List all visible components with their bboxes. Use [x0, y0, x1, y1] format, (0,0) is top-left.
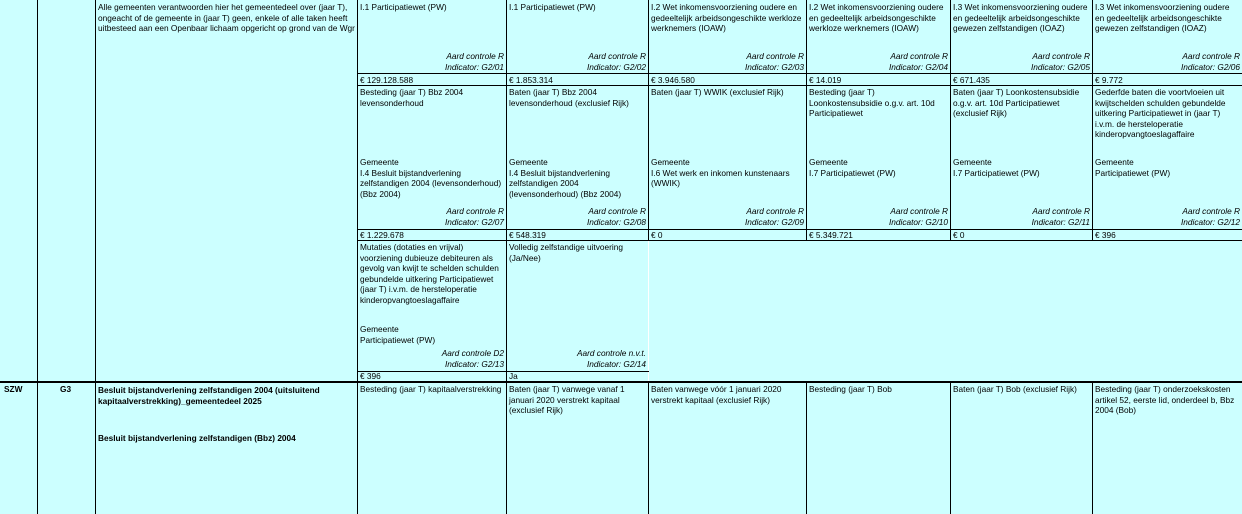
- r1-c4: I.2 Wet inkomensvoorziening oudere en gedeeltelijk arbeidsongeschikte werkloze werknemers (IOAW) Aard controle R Indicator: G2/04: [809, 2, 948, 72]
- r3-amount-1: € 396: [358, 372, 506, 381]
- r1-amount-2: € 1.853.314: [507, 74, 648, 85]
- r2-c4: Besteding (jaar T) Loonkostensubsidie o.g.v. art. 10d Participatiewet Gemeente I.7 Participatiewet (PW) Aard controle R Indicator: G2/10: [809, 87, 948, 227]
- r2-amount-1: € 1.229.678: [358, 230, 506, 240]
- grid-line: [357, 0, 358, 514]
- grid-line: [357, 73, 1242, 74]
- r2-amount-2: € 548.319: [507, 230, 648, 240]
- r1-c6: I.3 Wet inkomensvoorziening oudere en gedeeltelijk arbeidsongeschikte gewezen zelfstandigen (IOAZ) Aard controle R Indicator: G2/06: [1095, 2, 1240, 72]
- r2-amount-3: € 0: [649, 230, 806, 240]
- grid-line: [357, 371, 649, 372]
- r2-amount-5: € 0: [951, 230, 1092, 240]
- grid-line: [648, 383, 649, 514]
- b-c6: Besteding (jaar T) onderzoekskosten artikel 52, eerste lid, onderdeel b, Bbz 2004 (Bob): [1093, 383, 1242, 514]
- grid-line: [37, 0, 38, 514]
- code-cell-top: [38, 0, 95, 381]
- grid-line: [95, 0, 96, 514]
- dept-cell: SZW: [0, 383, 37, 514]
- r1-amount-3: € 3.946.580: [649, 74, 806, 85]
- b-c1: Besteding (jaar T) kapitaalverstrekking: [358, 383, 506, 514]
- r2-c1: Besteding (jaar T) Bbz 2004 levensonderhoud Gemeente I.4 Besluit bijstandverlening zelfstandigen 2004 (levensonderhoud) (Bbz 2004) Aard controle R Indicator: G2/07: [360, 87, 504, 227]
- r1-c3: I.2 Wet inkomensvoorziening oudere en gedeeltelijk arbeidsongeschikte werkloze werknemers (IOAW) Aard controle R Indicator: G2/03: [651, 2, 804, 72]
- grid-line: [506, 0, 507, 514]
- grid-line: [950, 0, 951, 241]
- description-text: Alle gemeenten verantwoorden hier het gemeentedeel over (jaar T), ongeacht of de gemeente in (jaar T) geen, enkele of alle taken heeft uitbesteed aan een Openbaar lichaam opgericht op grond van de Wgr: [98, 2, 355, 34]
- grid-line: [806, 0, 807, 241]
- grid-line: [357, 240, 1242, 241]
- r1-c1: I.1 Participatiewet (PW) Aard controle R Indicator: G2/01: [360, 2, 504, 72]
- r3-c2: Volledig zelfstandige uitvoering (Ja/Nee) Aard controle n.v.t. Indicator: G2/14: [509, 242, 646, 369]
- regulation-title-cell: Besluit bijstandverlening zelfstandigen 2004 (uitsluitend kapitaalverstrekking)_gemeentedeel 2025 Besluit bijstandverlening zelfstandigen (Bbz) 2004: [96, 383, 357, 514]
- grid-line: [1092, 383, 1093, 514]
- r2-c6: Gederfde baten die voortvloeien uit kwijtschelden schulden gebundelde uitkering Participatiewet in (jaar T) i.v.m. de hersteloperatie kinderopvangtoeslagaffaire Gemeente Participatiewet (PW) Aard controle R Indicator: G2/12: [1095, 87, 1240, 227]
- dept-cell-top: [0, 0, 37, 381]
- r2-c5: Baten (jaar T) Loonkostensubsidie o.g.v. art. 10d Participatiewet (exclusief Rijk) Gemeente I.7 Participatiewet (PW) Aard controle R Indicator: G2/11: [953, 87, 1090, 227]
- grid-line: [950, 383, 951, 514]
- grid-line: [648, 0, 649, 241]
- grid-line: [357, 85, 1242, 86]
- r1-amount-1: € 129.128.588: [358, 74, 506, 85]
- code-cell: G3: [38, 383, 95, 514]
- b-c5: Baten (jaar T) Bob (exclusief Rijk): [951, 383, 1092, 514]
- r3-empty: [649, 241, 1242, 381]
- description-cell: [96, 0, 357, 381]
- b-c4: Besteding (jaar T) Bob: [807, 383, 950, 514]
- r3-amount-2: Ja: [507, 372, 648, 381]
- grid-line: [806, 383, 807, 514]
- r1-c5: I.3 Wet inkomensvoorziening oudere en gedeeltelijk arbeidsongeschikte gewezen zelfstandigen (IOAZ) Aard controle R Indicator: G2/05: [953, 2, 1090, 72]
- grid-line: [1092, 0, 1093, 241]
- b-c3: Baten vanwege vóór 1 januari 2020 verstrekt kapitaal (exclusief Rijk): [649, 383, 806, 514]
- section-divider: [0, 381, 1242, 383]
- r3-c1: Mutaties (dotaties en vrijval) voorziening dubieuze debiteuren als gevolg van kwijt te schelden schulden gebundelde uitkering Participatiewet (jaar T) i.v.m. de hersteloperatie kinderopvangtoeslagaffaire Gemeente Participatiewet (PW) Aard controle D2 Indicator: G2/13: [360, 242, 504, 369]
- r1-amount-5: € 671.435: [951, 74, 1092, 85]
- grid-line: [357, 229, 1242, 230]
- r1-c2: I.1 Participatiewet (PW) Aard controle R Indicator: G2/02: [509, 2, 646, 72]
- r2-amount-6: € 396: [1093, 230, 1242, 240]
- r2-c3: Baten (jaar T) WWIK (exclusief Rijk) Gemeente I.6 Wet werk en inkomen kunstenaars (WWIK) Aard controle R Indicator: G2/09: [651, 87, 804, 227]
- r2-amount-4: € 5.349.721: [807, 230, 950, 240]
- b-c2: Baten (jaar T) vanwege vanaf 1 januari 2020 verstrekt kapitaal (exclusief Rijk): [507, 383, 648, 514]
- r1-amount-4: € 14.019: [807, 74, 950, 85]
- r1-amount-6: € 9.772: [1093, 74, 1242, 85]
- r2-c2: Baten (jaar T) Bbz 2004 levensonderhoud (exclusief Rijk) Gemeente I.4 Besluit bijstandverlening zelfstandigen 2004 (levensonderhoud) (Bbz 2004) Aard controle R Indicator: G2/08: [509, 87, 646, 227]
